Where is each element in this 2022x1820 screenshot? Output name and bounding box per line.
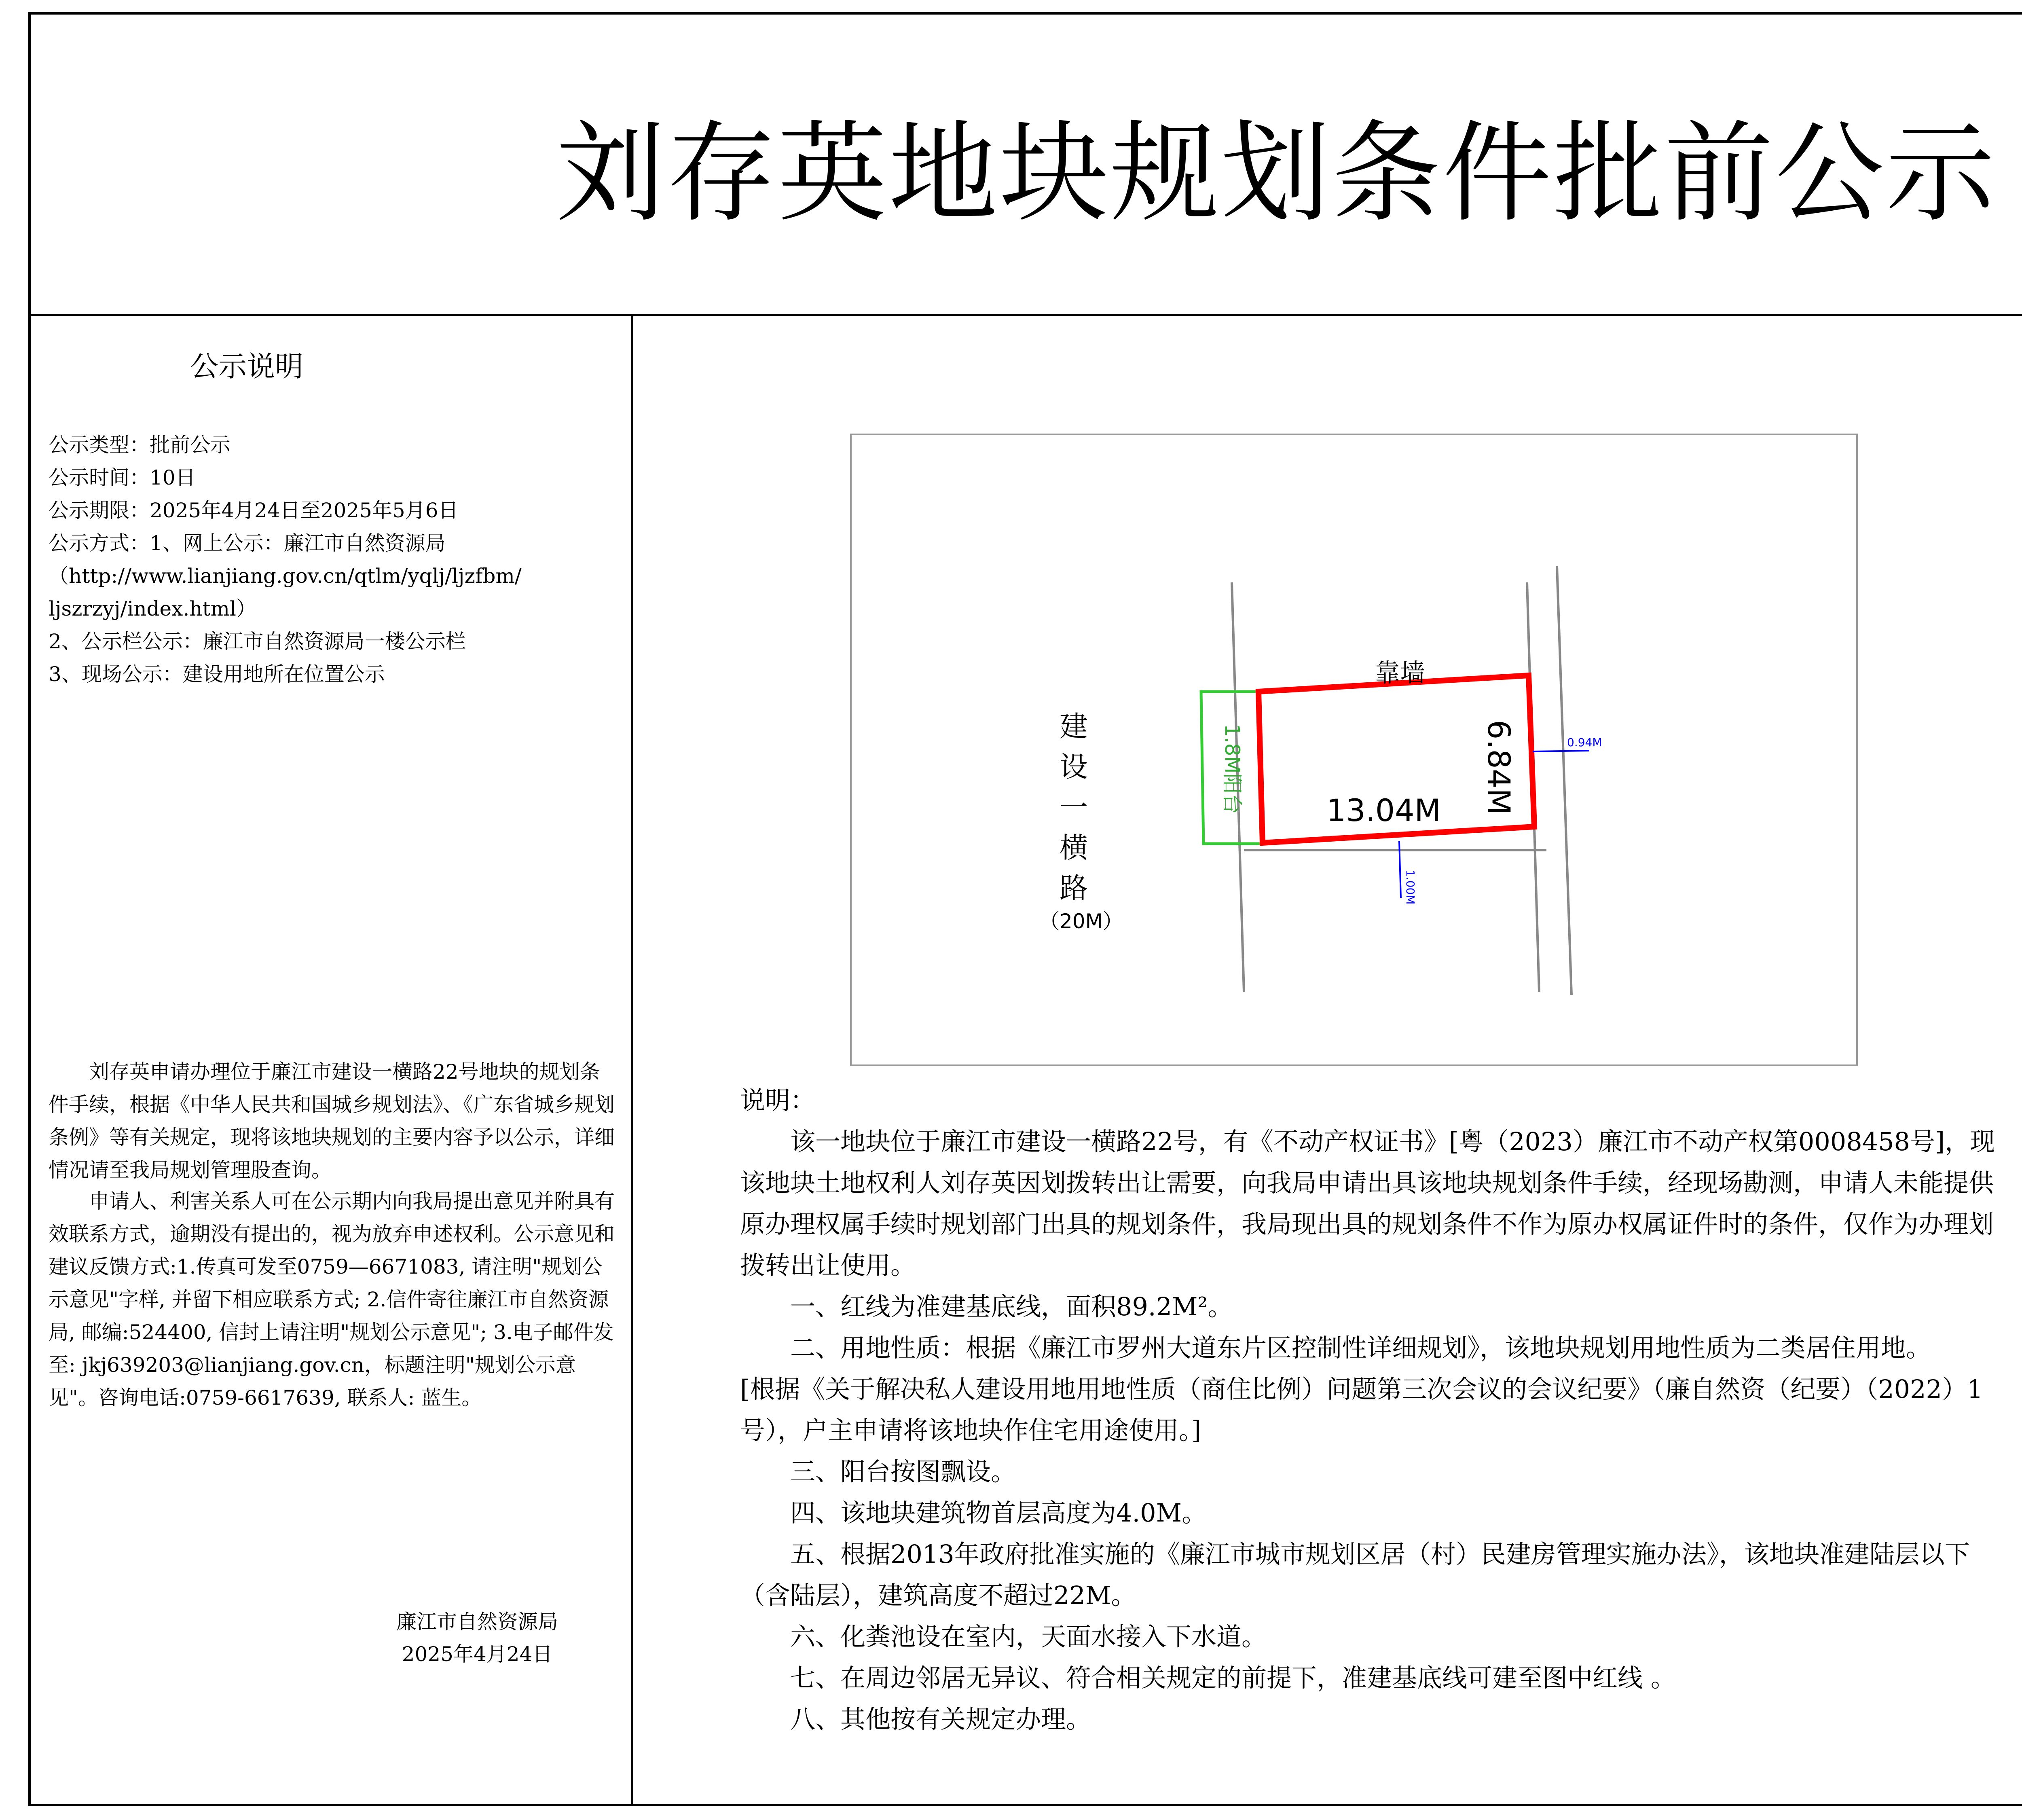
notes-item: 五、根据2013年政府批准实施的《廉江市城市规划区居（村）民建房管理实施办法》，该地块准建陆层以下（含陆层），建筑高度不超过22M。 bbox=[740, 1539, 1970, 1610]
road-width-label: （20M） bbox=[1039, 910, 1123, 933]
info-line: （http://www.lianjiang.gov.cn/qtlm/yqlj/ljzfbm/ bbox=[49, 564, 522, 588]
notice-paragraph-1: 刘存英申请办理位于廉江市建设一横路22号地块的规划条件手续，根据《中华人民共和国城乡规划法》、《广东省城乡规划条例》等有关规定，现将该地块规划的主要内容予以公示，详细情况请至我局规划管理股查询。 bbox=[49, 1060, 615, 1182]
length-label: 13.04M bbox=[1326, 792, 1441, 828]
road-char: 路 bbox=[1060, 872, 1088, 905]
page-title: 刘存英地块规划条件批前公示 bbox=[556, 110, 1997, 237]
info-line: 公示类型：批前公示 bbox=[49, 433, 231, 457]
plan-border bbox=[851, 434, 1857, 1065]
info-line: ljszrzyj/index.html） bbox=[49, 597, 256, 620]
info-line: 公示方式：1、网上公示：廉江市自然资源局 bbox=[49, 531, 446, 555]
sign-block bbox=[380, 1606, 574, 1670]
road-char: 一 bbox=[1060, 791, 1088, 824]
planning-notes bbox=[740, 1080, 2018, 1740]
notes-item: 七、在周边邻居无异议、符合相关规定的前提下，准建基底线可建至图中红线 。 bbox=[790, 1663, 1676, 1693]
notes-item: [根据《关于解决私人建设用地用地性质（商住比例）问题第三次会议的会议纪要》（廉自然资（纪要）（2022）1号），户主申请将该地块作住宅用途使用。] bbox=[740, 1374, 1983, 1445]
info-line: 3、现场公示：建设用地所在位置公示 bbox=[49, 662, 385, 686]
road-char: 设 bbox=[1060, 750, 1088, 783]
info-line: 公示期限：2025年4月24日至2025年5月6日 bbox=[49, 499, 459, 522]
site-plan bbox=[849, 433, 1860, 1068]
road-char: 横 bbox=[1060, 831, 1088, 864]
title-divider bbox=[28, 314, 2022, 316]
width-label: 6.84M bbox=[1481, 720, 1517, 815]
notes-heading: 说明： bbox=[740, 1086, 816, 1115]
notice-info bbox=[49, 429, 615, 691]
notes-item: 三、阳台按图飘设。 bbox=[790, 1457, 1016, 1486]
notice-paragraph-2: 申请人、利害关系人可在公示期内向我局提出意见并附具有效联系方式，逾期没有提出的，视为放弃申述权利。公示意见和建议反馈方式:1.传真可发至0759—6671083, 请注明"规划公示意见"字样, 并留下相应联系方式; 2.信件寄往廉江市自然资源局, 邮编:524400, 信封上请注明"规划公示意见"; 3.电子邮件发至: jkj639203@lianjiang.gov.cn，标题注明"规划公示意见"。咨询电话:0759-6617639, 联系人: 蓝生。 bbox=[49, 1189, 615, 1409]
notes-item: 八、其他按有关规定办理。 bbox=[790, 1704, 1091, 1734]
offset-bottom-label: 1.00M bbox=[1404, 870, 1417, 905]
info-line: 公示时间：10日 bbox=[49, 466, 196, 489]
notice-heading: 公示说明 bbox=[190, 350, 303, 383]
road-char: 建 bbox=[1060, 710, 1088, 743]
notes-item: 一、红线为准建基底线，面积89.2M²。 bbox=[790, 1292, 1233, 1321]
notes-item: 六、化粪池设在室内，天面水接入下水道。 bbox=[790, 1622, 1267, 1651]
notes-item: 二、用地性质：根据《廉江市罗州大道东片区控制性详细规划》，该地块规划用地性质为二类居住用地。 bbox=[790, 1333, 1931, 1363]
info-line: 2、公示栏公示：廉江市自然资源局一楼公示栏 bbox=[49, 630, 466, 653]
left-divider bbox=[631, 314, 633, 1806]
offset-right-label: 0.94M bbox=[1567, 736, 1602, 749]
balcony-label: 1.8M阳台 bbox=[1220, 724, 1244, 814]
neighbor-edge-line bbox=[1557, 566, 1571, 995]
wall-label: 靠墙 bbox=[1375, 658, 1426, 688]
sign-date: 2025年4月24日 bbox=[402, 1642, 553, 1666]
notes-intro: 该一地块位于廉江市建设一横路22号，有《不动产权证书》[粤（2023）廉江市不动产权第0008458号]，现该地块土地权利人刘存英因划拨转出让需要，向我局申请出具该地块规划条件手续，经现场勘测，申请人未能提供原办理权属手续时规划部门出具的规划条件，我局现出具的规划条件不作为原办权属证件时的条件，仅作为办理划拨转出让使用。 bbox=[740, 1127, 1995, 1280]
notes-item: 四、该地块建筑物首层高度为4.0M。 bbox=[790, 1498, 1207, 1528]
sign-org: 廉江市自然资源局 bbox=[396, 1610, 558, 1634]
